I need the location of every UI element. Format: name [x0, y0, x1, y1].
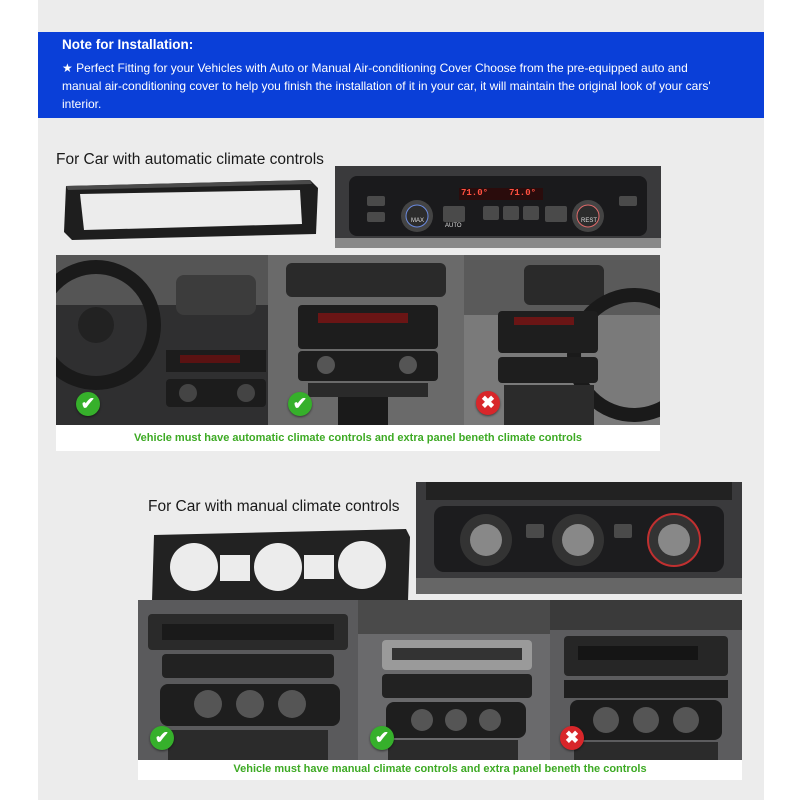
- note-body: ★ Perfect Fitting for your Vehicles with Auto or Manual Air-conditioning Cover Choose from the pre-equipped auto and manual air-conditioning cover to help you finish the installation of it in your car, it will maintain the original look of your cars' interior.: [62, 61, 711, 111]
- manual-car-photo-2: [358, 600, 550, 760]
- knob-left-label: MAX: [411, 218, 425, 224]
- knob-right-label: REST: [581, 218, 598, 224]
- automatic-car-photo-1: [56, 255, 268, 425]
- automatic-requirement-caption: Vehicle must have automatic climate controls and extra panel beneth climate controls: [133, 432, 583, 444]
- auto-button-label: AUTO: [445, 223, 462, 229]
- climate-display-left: 71.0°: [461, 188, 489, 198]
- automatic-caption-strip: [56, 425, 660, 451]
- product-sheet: [38, 0, 764, 800]
- automatic-trim-frame-image: [60, 176, 322, 242]
- manual-car-photo-3: [550, 600, 742, 760]
- note-title: Note for Installation:: [62, 37, 194, 52]
- manual-section-title: For Car with manual climate controls: [148, 498, 400, 515]
- installation-note: [38, 32, 764, 118]
- check-icon: ✔: [288, 392, 312, 416]
- automatic-car-photo-2: [268, 255, 464, 425]
- automatic-section-title: For Car with automatic climate controls: [56, 151, 324, 168]
- automatic-climate-panel-photo: [335, 166, 661, 248]
- check-icon: ✔: [76, 392, 100, 416]
- manual-caption-strip: [138, 760, 742, 780]
- automatic-car-photo-3: [464, 255, 660, 425]
- cross-icon: ✖: [476, 391, 500, 415]
- cross-icon: ✖: [560, 726, 584, 750]
- climate-display-right: 71.0°: [509, 188, 537, 198]
- check-icon: ✔: [150, 726, 174, 750]
- check-icon: ✔: [370, 726, 394, 750]
- manual-climate-panel-photo: [416, 482, 742, 594]
- manual-car-photo-1: [138, 600, 358, 760]
- manual-requirement-caption: Vehicle must have manual climate controls and extra panel beneth the controls: [233, 763, 647, 775]
